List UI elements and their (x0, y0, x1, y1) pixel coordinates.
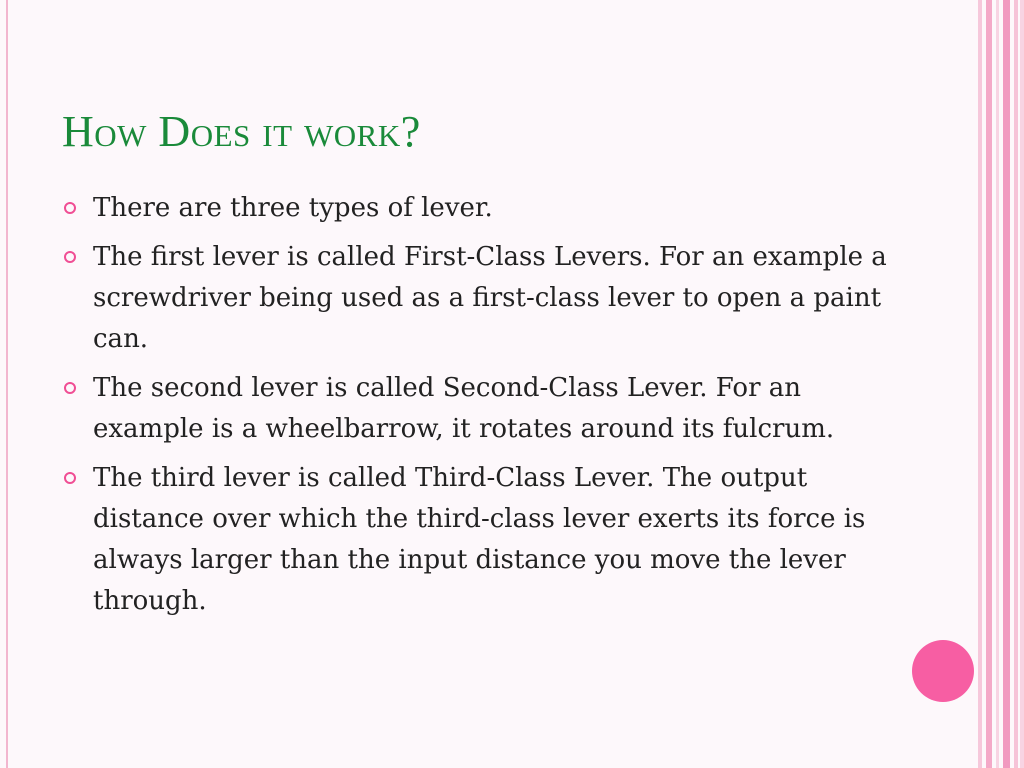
list-item (64, 237, 904, 360)
bullet-icon (64, 382, 76, 394)
list-item (64, 188, 904, 229)
stripe (996, 0, 999, 768)
bullet-icon (64, 472, 76, 484)
right-stripe-decoration (978, 0, 1024, 768)
stripe (978, 0, 982, 768)
list-item (64, 368, 904, 450)
slide-title: How Does it work? (62, 107, 421, 156)
left-border-line (6, 0, 8, 768)
bullet-text: There are three types of lever. (93, 193, 493, 223)
bullet-text: The third lever is called Third-Class Lever. The output distance over which the third-class lever exerts its force is always larger than the input distance you move the lever through. (93, 463, 866, 616)
stripe (1014, 0, 1018, 768)
stripe (1003, 0, 1010, 768)
list-item (64, 458, 904, 622)
stripe (1020, 0, 1024, 768)
bullet-list (64, 188, 904, 630)
bullet-icon (64, 251, 76, 263)
stripe (986, 0, 992, 768)
pink-circle-decoration (912, 640, 974, 702)
bullet-text: The second lever is called Second-Class Lever. For an example is a wheelbarrow, it rotates around its fulcrum. (93, 373, 835, 444)
bullet-icon (64, 202, 76, 214)
bullet-text: The first lever is called First-Class Levers. For an example a screwdriver being used as a first-class lever to open a paint can. (93, 242, 887, 354)
